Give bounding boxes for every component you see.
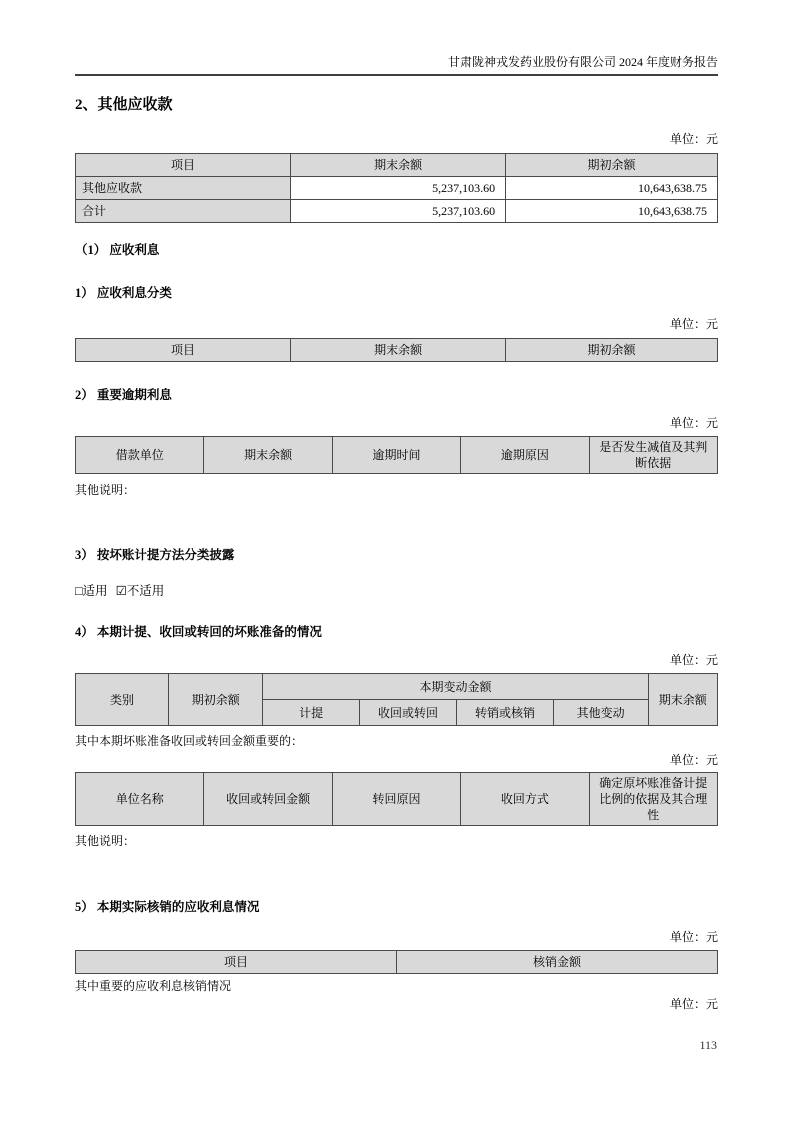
row-beginning-balance: 10,643,638.75 [506,200,718,223]
report-header-title: 甘肃陇神戎发药业股份有限公司 2024 年度财务报告 [447,55,718,69]
unit-label: 单位：元 [669,653,718,667]
report-header [75,0,718,76]
recovery-detail-table [75,772,718,826]
col-header-entity-name: 单位名称 [76,773,204,826]
table-header-row [76,437,718,474]
unit-label: 单位：元 [669,132,718,146]
col-header-ending-balance: 期末余额 [648,674,717,726]
applicability-line [75,583,718,599]
col-header-recovery-amount: 收回或转回金额 [204,773,332,826]
important-writeoff-note: 其中重要的应收利息核销情况 [75,979,232,993]
col-header-recovery: 收回或转回 [359,700,457,726]
table-header-row [76,154,718,177]
row-label: 其他应收款 [76,177,291,200]
col-header-reversal-reason: 转回原因 [332,773,460,826]
item-title-interest-classification: 1） 应收利息分类 [75,286,172,300]
item-title-overdue-interest: 2） 重要逾期利息 [75,388,172,402]
checkbox-applicable: □适用 [75,584,108,598]
unit-label: 单位：元 [669,997,718,1011]
col-header-item: 项目 [76,951,397,974]
overdue-interest-table [75,436,718,474]
col-header-ending-balance: 期末余额 [291,154,506,177]
row-ending-balance: 5,237,103.60 [291,200,506,223]
col-header-provision-basis: 确定原坏账准备计提比例的依据及其合理性 [589,773,717,826]
col-header-change-group: 本期变动金额 [263,674,648,700]
col-header-beginning-balance: 期初余额 [506,154,718,177]
other-note-label: 其他说明： [75,834,136,848]
col-header-provision: 计提 [263,700,359,726]
col-header-item: 项目 [76,154,291,177]
row-beginning-balance: 10,643,638.75 [506,177,718,200]
section-title-other-receivables: 2、其他应收款 [75,97,173,113]
col-header-writeoff: 转销或核销 [457,700,553,726]
col-header-ending-balance: 期末余额 [204,437,332,474]
row-label: 合计 [76,200,291,223]
table-row [76,177,718,200]
interest-classification-table [75,338,718,362]
other-receivables-table [75,153,718,223]
unit-label: 单位：元 [669,753,718,767]
unit-label: 单位：元 [669,317,718,331]
page-number: 113 [699,1038,717,1052]
page-content [75,0,718,1012]
table-header-row-1 [76,674,718,700]
col-header-item: 项目 [76,339,291,362]
col-header-other-change: 其他变动 [553,700,648,726]
item-title-bad-debt-disclosure: 3） 按坏账计提方法分类披露 [75,548,235,562]
table-header-row [76,951,718,974]
item-title-write-off: 5） 本期实际核销的应收利息情况 [75,900,260,914]
col-header-overdue-reason: 逾期原因 [461,437,589,474]
table-row-total [76,200,718,223]
checkbox-not-applicable: ☑不适用 [115,584,165,598]
bad-debt-change-table [75,673,718,726]
table-header-row [76,339,718,362]
unit-label: 单位：元 [669,930,718,944]
col-header-category: 类别 [76,674,169,726]
col-header-beginning-balance: 期初余额 [506,339,718,362]
write-off-table [75,950,718,974]
col-header-recovery-method: 收回方式 [461,773,589,826]
col-header-overdue-time: 逾期时间 [332,437,460,474]
important-recovery-note: 其中本期坏账准备收回或转回金额重要的： [75,734,304,748]
subsection-title-interest-receivable: （1） 应收利息 [75,243,160,257]
col-header-beginning-balance: 期初余额 [169,674,263,726]
col-header-ending-balance: 期末余额 [291,339,506,362]
other-note-label: 其他说明： [75,483,136,497]
row-ending-balance: 5,237,103.60 [291,177,506,200]
item-title-bad-debt-provision: 4） 本期计提、收回或转回的坏账准备的情况 [75,625,322,639]
unit-label: 单位：元 [669,416,718,430]
col-header-writeoff-amount: 核销金额 [397,951,718,974]
table-header-row [76,773,718,826]
col-header-impairment: 是否发生减值及其判断依据 [589,437,717,474]
col-header-borrower: 借款单位 [76,437,204,474]
